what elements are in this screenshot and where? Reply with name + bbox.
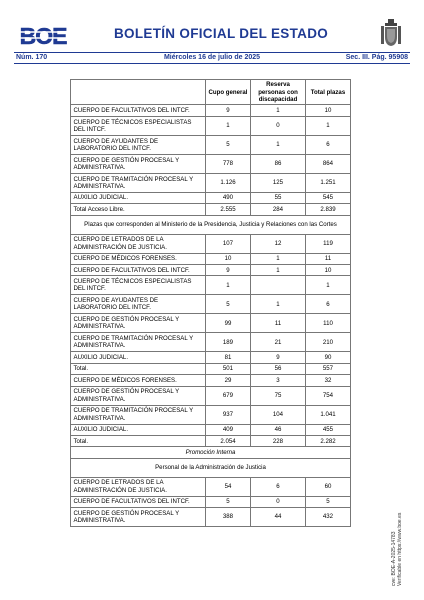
row-label: CUERPO DE GESTIÓN PROCESAL Y ADMINISTRATIVA.: [71, 154, 206, 173]
total-plazas-cell: 432: [306, 508, 351, 527]
total-plazas-cell: 1.251: [306, 173, 351, 192]
total-plazas-cell: 6: [306, 295, 351, 314]
cupo-general-cell: 778: [206, 154, 251, 173]
issue-divider: [14, 63, 410, 64]
total-plazas-cell: 864: [306, 154, 351, 173]
cupo-general-cell: 1.126: [206, 173, 251, 192]
cupo-general-cell: 54: [206, 477, 251, 496]
row-label: CUERPO DE FACULTATIVOS DEL INTCF.: [71, 264, 206, 275]
row-label: CUERPO DE MÉDICOS FORENSES.: [71, 253, 206, 264]
table-row: [71, 352, 351, 363]
table-row: [71, 405, 351, 424]
total-plazas-cell: 1.041: [306, 405, 351, 424]
section-title: Personal de la Administración de Justicia: [71, 458, 351, 477]
total-plazas-cell: 1: [306, 116, 351, 135]
row-label: AUXILIO JUDICIAL.: [71, 192, 206, 203]
reserva-cell: [251, 276, 306, 295]
issue-number: Núm. 170: [16, 54, 48, 61]
reserva-cell: 55: [251, 192, 306, 203]
row-label: Total.: [71, 363, 206, 374]
reserva-cell: 3: [251, 375, 306, 386]
cupo-general-cell: 2.054: [206, 435, 251, 446]
total-plazas-cell: 60: [306, 477, 351, 496]
total-plazas-cell: 455: [306, 424, 351, 435]
row-label: CUERPO DE FACULTATIVOS DEL INTCF.: [71, 496, 206, 507]
cupo-general-cell: 29: [206, 375, 251, 386]
row-label: AUXILIO JUDICIAL.: [71, 424, 206, 435]
total-plazas-cell: 6: [306, 135, 351, 154]
reserva-cell: 1: [251, 295, 306, 314]
table-row: [71, 477, 351, 496]
row-label: CUERPO DE AYUDANTES DE LABORATORIO DEL INTCF.: [71, 295, 206, 314]
reserva-cell: 125: [251, 173, 306, 192]
header-cell-cupo: Cupo general: [206, 80, 251, 105]
total-plazas-cell: 754: [306, 386, 351, 405]
table-body: [71, 105, 351, 527]
row-label: CUERPO DE GESTIÓN PROCESAL Y ADMINISTRATIVA.: [71, 508, 206, 527]
section-row: [71, 458, 351, 477]
issue-date: Miércoles 16 de julio de 2025: [163, 54, 261, 61]
row-label: CUERPO DE TÉCNICOS ESPECIALISTAS DEL INTCF.: [71, 116, 206, 135]
table-row: [71, 264, 351, 275]
total-plazas-cell: 119: [306, 234, 351, 253]
boe-logo: [14, 24, 72, 48]
cupo-general-cell: 1: [206, 276, 251, 295]
reserva-cell: 11: [251, 314, 306, 333]
reserva-cell: 0: [251, 496, 306, 507]
table-row: [71, 333, 351, 352]
total-plazas-cell: 90: [306, 352, 351, 363]
table-row: [71, 496, 351, 507]
reserva-cell: 12: [251, 234, 306, 253]
total-row: [71, 363, 351, 374]
table-row: [71, 135, 351, 154]
reserva-cell: 6: [251, 477, 306, 496]
row-label: CUERPO DE FACULTATIVOS DEL INTCF.: [71, 105, 206, 116]
reserva-cell: 46: [251, 424, 306, 435]
cupo-general-cell: 937: [206, 405, 251, 424]
table-row: [71, 192, 351, 203]
reserva-cell: 44: [251, 508, 306, 527]
table-row: [71, 173, 351, 192]
row-label: CUERPO DE LETRADOS DE LA ADMINISTRACIÓN DE JUSTICIA.: [71, 477, 206, 496]
verification-note: [392, 500, 402, 590]
reserva-cell: 0: [251, 116, 306, 135]
reserva-cell: 9: [251, 352, 306, 363]
row-label: CUERPO DE TÉCNICOS ESPECIALISTAS DEL INTCF.: [71, 276, 206, 295]
reserva-cell: 75: [251, 386, 306, 405]
table-row: [71, 253, 351, 264]
row-label: CUERPO DE LETRADOS DE LA ADMINISTRACIÓN DE JUSTICIA.: [71, 234, 206, 253]
section-row: [71, 215, 351, 234]
total-plazas-cell: 545: [306, 192, 351, 203]
cupo-general-cell: 409: [206, 424, 251, 435]
table-row: [71, 234, 351, 253]
svg-text:BOE: BOE: [19, 24, 67, 48]
table-row: [71, 154, 351, 173]
header-cell-total: Total plazas: [306, 80, 351, 105]
table-row: [71, 314, 351, 333]
section-title: Plazas que corresponden al Ministerio de la Presidencia, Justicia y Relaciones con las Cortes: [71, 215, 351, 234]
reserva-cell: 1: [251, 105, 306, 116]
cupo-general-cell: 2.555: [206, 204, 251, 215]
reserva-cell: 104: [251, 405, 306, 424]
cupo-general-cell: 189: [206, 333, 251, 352]
table-row: [71, 105, 351, 116]
total-plazas-cell: 557: [306, 363, 351, 374]
table-row: [71, 508, 351, 527]
cupo-general-cell: 5: [206, 295, 251, 314]
table-row: [71, 276, 351, 295]
row-label: AUXILIO JUDICIAL.: [71, 352, 206, 363]
table-row: [71, 386, 351, 405]
row-label: Total.: [71, 435, 206, 446]
coat-of-arms-icon: [380, 18, 402, 48]
row-label: CUERPO DE GESTIÓN PROCESAL Y ADMINISTRATIVA.: [71, 314, 206, 333]
cupo-general-cell: 5: [206, 496, 251, 507]
row-label: CUERPO DE GESTIÓN PROCESAL Y ADMINISTRATIVA.: [71, 386, 206, 405]
reserva-cell: 1: [251, 253, 306, 264]
page-title: BOLETÍN OFICIAL DEL ESTADO: [114, 26, 329, 41]
header-cell-name: [71, 80, 206, 105]
row-label: Total Acceso Libre.: [71, 204, 206, 215]
total-plazas-cell: 1: [306, 276, 351, 295]
total-plazas-cell: 2.282: [306, 435, 351, 446]
total-plazas-cell: 210: [306, 333, 351, 352]
total-row: [71, 435, 351, 446]
table-row: [71, 295, 351, 314]
category-title: Promoción Interna: [71, 447, 351, 458]
cupo-general-cell: 679: [206, 386, 251, 405]
reserva-cell: 86: [251, 154, 306, 173]
cve-code: cve: BOE-A-2025-14783: [391, 531, 397, 586]
page-header: [14, 18, 410, 52]
row-label: CUERPO DE TRAMITACIÓN PROCESAL Y ADMINISTRATIVA.: [71, 333, 206, 352]
table-row: [71, 375, 351, 386]
total-plazas-cell: 10: [306, 105, 351, 116]
cupo-general-cell: 81: [206, 352, 251, 363]
cupo-general-cell: 107: [206, 234, 251, 253]
row-label: CUERPO DE MÉDICOS FORENSES.: [71, 375, 206, 386]
reserva-cell: 1: [251, 135, 306, 154]
section-page: Sec. III. Pág. 95908: [345, 54, 408, 61]
cupo-general-cell: 9: [206, 105, 251, 116]
cupo-general-cell: 490: [206, 192, 251, 203]
reserva-cell: 284: [251, 204, 306, 215]
positions-table: [70, 79, 351, 527]
cupo-general-cell: 1: [206, 116, 251, 135]
cupo-general-cell: 10: [206, 253, 251, 264]
cupo-general-cell: 99: [206, 314, 251, 333]
reserva-cell: 1: [251, 264, 306, 275]
table-row: [71, 116, 351, 135]
row-label: CUERPO DE TRAMITACIÓN PROCESAL Y ADMINISTRATIVA.: [71, 173, 206, 192]
cupo-general-cell: 9: [206, 264, 251, 275]
header-cell-reserva: Reserva personas con discapacidad: [251, 80, 306, 105]
total-plazas-cell: 32: [306, 375, 351, 386]
total-plazas-cell: 10: [306, 264, 351, 275]
total-plazas-cell: 5: [306, 496, 351, 507]
header-divider: [14, 52, 410, 53]
row-label: CUERPO DE AYUDANTES DE LABORATORIO DEL INTCF.: [71, 135, 206, 154]
cupo-general-cell: 501: [206, 363, 251, 374]
reserva-cell: 21: [251, 333, 306, 352]
total-plazas-cell: 11: [306, 253, 351, 264]
total-plazas-cell: 2.839: [306, 204, 351, 215]
row-label: CUERPO DE TRAMITACIÓN PROCESAL Y ADMINISTRATIVA.: [71, 405, 206, 424]
category-row: [71, 447, 351, 458]
table-row: [71, 424, 351, 435]
cupo-general-cell: 388: [206, 508, 251, 527]
reserva-cell: 56: [251, 363, 306, 374]
total-plazas-cell: 110: [306, 314, 351, 333]
cupo-general-cell: 5: [206, 135, 251, 154]
verification-url: Verificable en https://www.boe.es: [397, 512, 403, 586]
reserva-cell: 228: [251, 435, 306, 446]
total-row: [71, 204, 351, 215]
table-header-row: [71, 80, 351, 105]
